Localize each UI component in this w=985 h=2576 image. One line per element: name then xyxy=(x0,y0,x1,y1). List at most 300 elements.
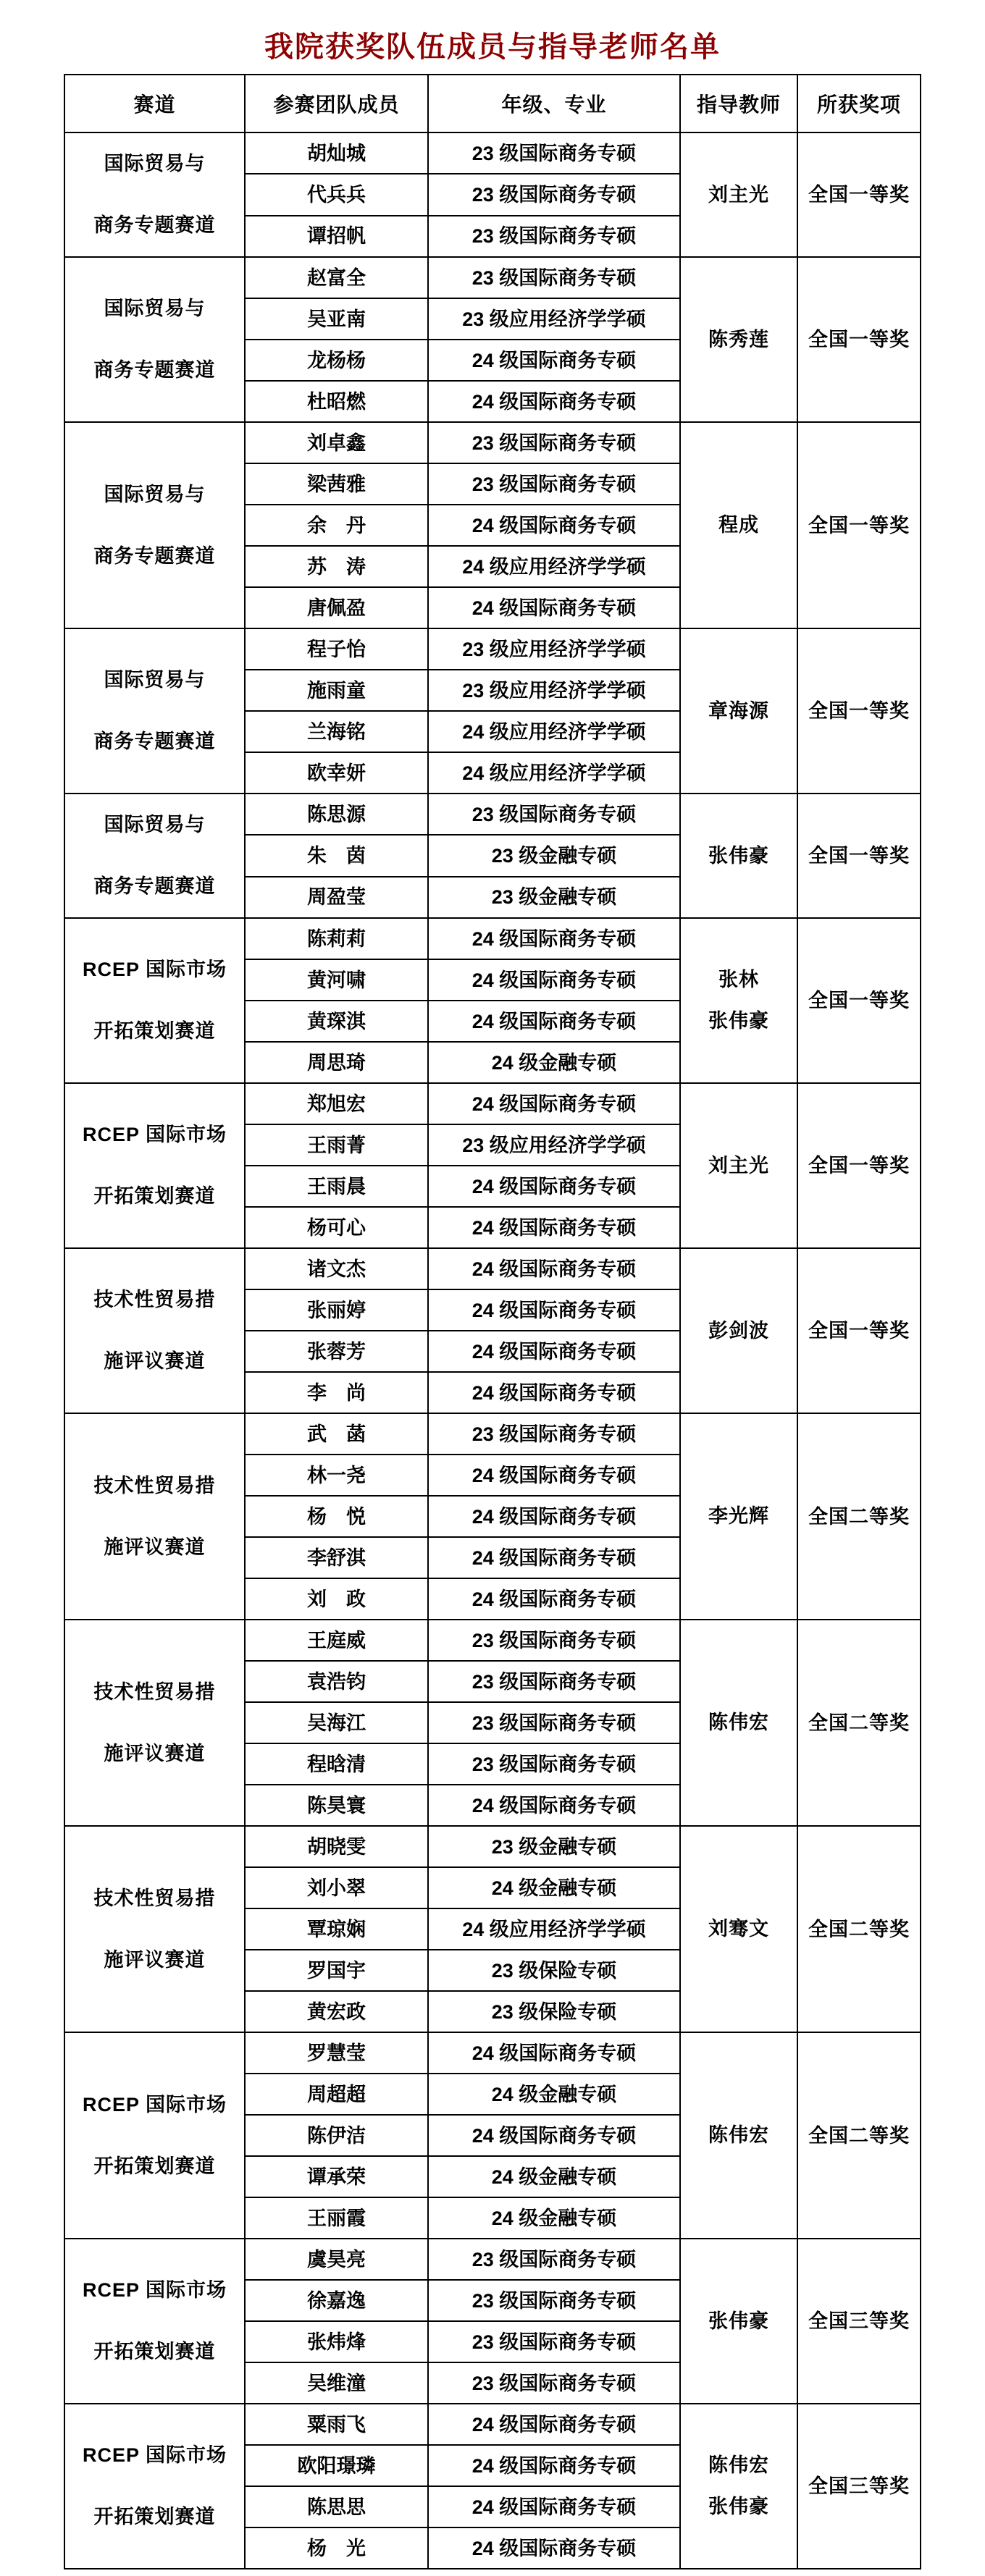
program-cell xyxy=(428,587,680,628)
member-name-cell xyxy=(245,1908,428,1950)
program-cell xyxy=(428,2321,680,2362)
program-cell-text: 24 级国际商务专硕 xyxy=(471,1505,637,1528)
teacher-cell-text: 程成 xyxy=(718,514,759,536)
track-cell-text: 技术性贸易措 xyxy=(93,1680,216,1703)
member-name-cell-text: 虞昊亮 xyxy=(307,2248,366,2270)
member-name-cell xyxy=(245,298,428,340)
program-cell-text: 23 级国际商务专硕 xyxy=(471,142,637,164)
program-cell-text: 24 级国际商务专硕 xyxy=(471,1010,637,1032)
award-cell xyxy=(797,1826,921,2032)
member-name-cell-text: 袁浩钧 xyxy=(307,1670,366,1693)
member-name-cell xyxy=(245,2486,428,2527)
member-name-cell-text: 唐佩盈 xyxy=(307,597,366,619)
teacher-cell xyxy=(680,1248,797,1413)
track-cell xyxy=(64,794,245,918)
program-cell xyxy=(428,2032,680,2074)
program-cell xyxy=(428,1331,680,1372)
program-cell xyxy=(428,670,680,711)
member-name-cell-text: 余 丹 xyxy=(307,514,366,536)
member-name-cell xyxy=(245,1124,428,1166)
member-name-cell-text: 陈思源 xyxy=(307,803,366,825)
program-cell xyxy=(428,1702,680,1743)
teacher-cell-text: 陈秀莲 xyxy=(708,328,769,350)
member-name-cell xyxy=(245,959,428,1001)
member-name-cell xyxy=(245,1042,428,1083)
member-name-cell-text: 王庭威 xyxy=(307,1629,366,1651)
program-cell xyxy=(428,2074,680,2115)
teacher-cell-text: 陈伟宏 xyxy=(708,1712,769,1733)
member-name-cell-text: 胡灿城 xyxy=(307,142,366,164)
member-name-cell-text: 杨可心 xyxy=(307,1216,366,1239)
program-cell xyxy=(428,2197,680,2239)
member-name-cell-text: 粟雨飞 xyxy=(307,2413,366,2436)
program-cell-text: 24 级国际商务专硕 xyxy=(471,1340,637,1363)
member-name-cell xyxy=(245,257,428,298)
program-cell-text: 24 级国际商务专硕 xyxy=(471,2454,637,2477)
program-cell-text: 23 级国际商务专硕 xyxy=(471,183,637,206)
program-cell xyxy=(428,505,680,546)
member-name-cell xyxy=(245,1867,428,1908)
member-name-cell-text: 龙杨杨 xyxy=(307,349,366,371)
program-cell xyxy=(428,1372,680,1413)
track-cell-text: 开拓策划赛道 xyxy=(93,1185,216,1207)
program-cell-text: 24 级国际商务专硕 xyxy=(471,390,637,413)
program-cell-text: 24 级金融专硕 xyxy=(491,1051,617,1074)
track-cell-text: 技术性贸易措 xyxy=(93,1289,216,1310)
program-cell xyxy=(428,2115,680,2156)
teacher-cell xyxy=(680,628,797,794)
program-cell-text: 24 级国际商务专硕 xyxy=(471,1464,637,1486)
track-cell xyxy=(64,1248,245,1413)
program-cell xyxy=(428,1537,680,1578)
teacher-cell-text: 刘主光 xyxy=(708,1154,769,1177)
program-cell xyxy=(428,216,680,257)
track-cell-text: 施评议赛道 xyxy=(104,1948,206,1971)
member-name-cell xyxy=(245,1537,428,1578)
member-name-cell xyxy=(245,1207,428,1248)
track-cell-text: 国际贸易与 xyxy=(104,153,206,174)
table-row xyxy=(64,422,921,463)
member-name-cell xyxy=(245,670,428,711)
program-cell xyxy=(428,2156,680,2197)
award-cell-text: 全国一等奖 xyxy=(808,990,910,1011)
track-cell-text: 开拓策划赛道 xyxy=(93,2155,216,2177)
member-name-cell xyxy=(245,1991,428,2032)
program-cell-text: 23 级金融专硕 xyxy=(491,1835,617,1858)
member-name-cell xyxy=(245,1785,428,1826)
program-cell-text: 24 级国际商务专硕 xyxy=(471,349,637,371)
table-row xyxy=(64,1413,921,1455)
teacher-cell-text: 章海源 xyxy=(708,699,769,722)
program-cell xyxy=(428,463,680,505)
member-name-cell xyxy=(245,2156,428,2197)
program-cell-text: 23 级应用经济学学硕 xyxy=(462,1134,646,1156)
track-cell xyxy=(64,1826,245,2032)
member-name-cell xyxy=(245,132,428,174)
member-name-cell xyxy=(245,1455,428,1496)
award-cell-text: 全国一等奖 xyxy=(808,184,910,206)
member-name-cell-text: 张蓉芳 xyxy=(307,1340,366,1363)
program-cell xyxy=(428,835,680,876)
award-cell xyxy=(797,1413,921,1620)
member-name-cell-text: 周思琦 xyxy=(307,1051,366,1074)
program-cell-text: 24 级金融专硕 xyxy=(491,2207,617,2229)
program-cell-text: 23 级金融专硕 xyxy=(491,886,617,909)
col-header-program: 年级、专业 xyxy=(428,75,680,132)
award-cell-text: 全国二等奖 xyxy=(808,1505,910,1528)
member-name-cell xyxy=(245,174,428,215)
program-cell xyxy=(428,2239,680,2280)
member-name-cell xyxy=(245,2032,428,2074)
award-cell-text: 全国一等奖 xyxy=(808,329,910,350)
member-name-cell-text: 吴维潼 xyxy=(307,2372,366,2394)
track-cell xyxy=(64,422,245,628)
teacher-cell-text: 陈伟宏 xyxy=(708,2454,769,2476)
track-cell-text: 商务专题赛道 xyxy=(93,875,216,897)
program-cell xyxy=(428,959,680,1001)
program-cell xyxy=(428,1248,680,1289)
program-cell xyxy=(428,794,680,835)
track-cell-text: 国际贸易与 xyxy=(104,814,206,835)
program-cell xyxy=(428,1908,680,1950)
award-cell-text: 全国二等奖 xyxy=(808,2124,910,2147)
program-cell xyxy=(428,298,680,340)
award-cell xyxy=(797,132,921,257)
member-name-cell xyxy=(245,587,428,628)
member-name-cell-text: 代兵兵 xyxy=(307,183,366,206)
program-cell-text: 23 级国际商务专硕 xyxy=(471,2372,637,2394)
award-cell xyxy=(797,628,921,794)
table-row xyxy=(64,628,921,670)
program-cell xyxy=(428,1042,680,1083)
teacher-cell xyxy=(680,1413,797,1620)
table-row xyxy=(64,1248,921,1289)
col-header-members: 参赛团队成员 xyxy=(245,75,428,132)
program-cell-text: 24 级国际商务专硕 xyxy=(471,2413,637,2436)
teacher-cell xyxy=(680,2239,797,2404)
member-name-cell-text: 吴海江 xyxy=(307,1712,366,1734)
member-name-cell xyxy=(245,1702,428,1743)
table-row xyxy=(64,2404,921,2445)
award-cell xyxy=(797,1248,921,1413)
program-cell-text: 23 级应用经济学学硕 xyxy=(462,638,646,660)
program-cell-text: 23 级国际商务专硕 xyxy=(471,225,637,248)
program-cell xyxy=(428,2527,680,2569)
program-cell xyxy=(428,1289,680,1331)
member-name-cell-text: 周超超 xyxy=(307,2083,366,2105)
program-cell xyxy=(428,1166,680,1207)
award-cell-text: 全国一等奖 xyxy=(808,700,910,722)
member-name-cell xyxy=(245,2115,428,2156)
member-name-cell xyxy=(245,1083,428,1124)
table-row xyxy=(64,1083,921,1124)
track-cell xyxy=(64,2032,245,2239)
award-cell xyxy=(797,918,921,1083)
award-cell xyxy=(797,1620,921,1826)
program-cell-text: 23 级国际商务专硕 xyxy=(471,266,637,289)
table-row xyxy=(64,257,921,298)
header-row xyxy=(64,75,921,132)
member-name-cell xyxy=(245,918,428,959)
program-cell xyxy=(428,1413,680,1455)
program-cell xyxy=(428,1578,680,1620)
col-header-award: 所获奖项 xyxy=(797,75,921,132)
program-cell-text: 23 级国际商务专硕 xyxy=(471,1423,637,1445)
member-name-cell-text: 欧阳璟璘 xyxy=(297,2454,376,2477)
member-name-cell xyxy=(245,2280,428,2321)
member-name-cell-text: 张炜烽 xyxy=(307,2331,366,2353)
program-cell-text: 23 级国际商务专硕 xyxy=(471,2289,637,2312)
program-cell-text: 23 级应用经济学学硕 xyxy=(462,679,646,702)
member-name-cell xyxy=(245,711,428,752)
teacher-cell xyxy=(680,794,797,918)
program-cell-text: 24 级应用经济学学硕 xyxy=(462,555,646,578)
program-cell-text: 24 级金融专硕 xyxy=(491,2165,617,2188)
member-name-cell-text: 罗国宇 xyxy=(307,1959,366,1982)
member-name-cell xyxy=(245,794,428,835)
program-cell-text: 24 级国际商务专硕 xyxy=(471,2124,637,2147)
track-cell xyxy=(64,2404,245,2569)
member-name-cell-text: 徐嘉逸 xyxy=(307,2289,366,2312)
member-name-cell xyxy=(245,2445,428,2486)
table-row xyxy=(64,918,921,959)
program-cell-text: 24 级应用经济学学硕 xyxy=(462,720,646,743)
table-row xyxy=(64,132,921,174)
member-name-cell-text: 吴亚南 xyxy=(307,308,366,330)
awards-table xyxy=(64,74,921,2569)
teacher-cell-text: 刘主光 xyxy=(708,183,769,206)
member-name-cell-text: 刘小翠 xyxy=(307,1877,366,1899)
award-cell xyxy=(797,422,921,628)
col-header-track: 赛道 xyxy=(64,75,245,132)
member-name-cell-text: 谭承荣 xyxy=(307,2165,366,2188)
program-cell-text: 24 级金融专硕 xyxy=(491,2083,617,2105)
table-row xyxy=(64,794,921,835)
member-name-cell xyxy=(245,1496,428,1537)
program-cell xyxy=(428,1083,680,1124)
teacher-cell xyxy=(680,2032,797,2239)
member-name-cell xyxy=(245,835,428,876)
program-cell-text: 23 级保险专硕 xyxy=(491,2000,617,2023)
member-name-cell xyxy=(245,1166,428,1207)
program-cell-text: 24 级国际商务专硕 xyxy=(471,2496,637,2518)
member-name-cell-text: 周盈莹 xyxy=(307,886,366,909)
program-cell-text: 24 级国际商务专硕 xyxy=(471,1794,637,1817)
program-cell xyxy=(428,711,680,752)
track-cell xyxy=(64,918,245,1083)
program-cell xyxy=(428,174,680,215)
award-cell-text: 全国一等奖 xyxy=(808,1155,910,1177)
program-cell-text: 24 级金融专硕 xyxy=(491,1877,617,1899)
member-name-cell-text: 覃琼娴 xyxy=(307,1918,366,1940)
teacher-cell xyxy=(680,1083,797,1248)
track-cell-text: 施评议赛道 xyxy=(104,1742,206,1764)
teacher-cell xyxy=(680,1826,797,2032)
program-cell xyxy=(428,1867,680,1908)
teacher-cell-text: 张伟豪 xyxy=(708,844,769,867)
member-name-cell-text: 黄宏政 xyxy=(307,2000,366,2023)
table-row xyxy=(64,2032,921,2074)
program-cell xyxy=(428,1991,680,2032)
program-cell-text: 23 级国际商务专硕 xyxy=(471,1629,637,1651)
program-cell-text: 23 级金融专硕 xyxy=(491,844,617,867)
program-cell-text: 23 级国际商务专硕 xyxy=(471,1753,637,1775)
track-cell-text: RCEP 国际市场 xyxy=(82,959,227,980)
program-cell-text: 23 级国际商务专硕 xyxy=(471,432,637,454)
program-cell-text: 24 级国际商务专硕 xyxy=(471,1381,637,1404)
program-cell xyxy=(428,1620,680,1661)
member-name-cell-text: 武 菡 xyxy=(307,1423,366,1445)
track-cell-text: 开拓策划赛道 xyxy=(93,2341,216,2362)
table-header xyxy=(64,75,921,132)
member-name-cell-text: 梁茜雅 xyxy=(307,473,366,495)
member-name-cell xyxy=(245,1661,428,1702)
table-row xyxy=(64,2239,921,2280)
program-cell xyxy=(428,1455,680,1496)
program-cell-text: 24 级应用经济学学硕 xyxy=(462,1918,646,1940)
member-name-cell-text: 杜昭燃 xyxy=(307,390,366,413)
member-name-cell-text: 苏 涛 xyxy=(307,555,366,578)
member-name-cell-text: 王丽霞 xyxy=(307,2207,366,2229)
member-name-cell xyxy=(245,422,428,463)
program-cell xyxy=(428,1950,680,1991)
award-cell xyxy=(797,794,921,918)
program-cell-text: 24 级国际商务专硕 xyxy=(471,1093,637,1115)
teacher-cell-text: 刘骞文 xyxy=(708,1918,769,1940)
program-cell xyxy=(428,628,680,670)
program-cell-text: 24 级应用经济学学硕 xyxy=(462,762,646,784)
member-name-cell-text: 黄河啸 xyxy=(307,969,366,991)
member-name-cell-text: 王雨菁 xyxy=(307,1134,366,1156)
program-cell-text: 23 级国际商务专硕 xyxy=(471,2248,637,2270)
program-cell xyxy=(428,132,680,174)
member-name-cell-text: 王雨晨 xyxy=(307,1175,366,1197)
award-cell-text: 全国一等奖 xyxy=(808,845,910,867)
track-cell-text: 施评议赛道 xyxy=(104,1536,206,1558)
member-name-cell-text: 刘卓鑫 xyxy=(307,432,366,454)
award-cell-text: 全国三等奖 xyxy=(808,2475,910,2497)
member-name-cell-text: 朱 茵 xyxy=(307,844,366,867)
program-cell-text: 23 级国际商务专硕 xyxy=(471,1670,637,1693)
track-cell-text: 国际贸易与 xyxy=(104,669,206,691)
member-name-cell-text: 赵富全 xyxy=(307,266,366,289)
track-cell-text: RCEP 国际市场 xyxy=(82,1124,227,1145)
program-cell xyxy=(428,877,680,918)
teacher-cell xyxy=(680,1620,797,1826)
teacher-cell xyxy=(680,2404,797,2569)
program-cell xyxy=(428,546,680,587)
track-cell xyxy=(64,628,245,794)
track-cell-text: 开拓策划赛道 xyxy=(93,1020,216,1042)
teacher-cell-text: 张伟豪 xyxy=(708,2496,769,2517)
member-name-cell-text: 兰海铭 xyxy=(307,720,366,743)
award-cell xyxy=(797,2239,921,2404)
program-cell xyxy=(428,1743,680,1785)
program-cell xyxy=(428,2362,680,2404)
teacher-cell-text: 张林 xyxy=(718,969,759,990)
program-cell-text: 24 级国际商务专硕 xyxy=(471,1175,637,1197)
program-cell xyxy=(428,381,680,422)
program-cell-text: 23 级保险专硕 xyxy=(491,1959,617,1982)
award-cell-text: 全国二等奖 xyxy=(808,1918,910,1940)
program-cell xyxy=(428,2280,680,2321)
track-cell-text: 施评议赛道 xyxy=(104,1350,206,1372)
teacher-cell xyxy=(680,422,797,628)
program-cell xyxy=(428,422,680,463)
member-name-cell-text: 杨 光 xyxy=(307,2537,366,2559)
program-cell-text: 24 级国际商务专硕 xyxy=(471,514,637,536)
member-name-cell-text: 陈莉莉 xyxy=(307,927,366,950)
member-name-cell-text: 欧幸妍 xyxy=(307,762,366,784)
track-cell-text: 国际贸易与 xyxy=(104,483,206,505)
member-name-cell-text: 诸文杰 xyxy=(307,1258,366,1280)
program-cell-text: 24 级国际商务专硕 xyxy=(471,1216,637,1239)
track-cell-text: 商务专题赛道 xyxy=(93,544,216,567)
member-name-cell xyxy=(245,2321,428,2362)
program-cell xyxy=(428,1207,680,1248)
track-cell xyxy=(64,2239,245,2404)
member-name-cell xyxy=(245,1331,428,1372)
member-name-cell-text: 张丽婷 xyxy=(307,1299,366,1321)
member-name-cell-text: 罗慧莹 xyxy=(307,2042,366,2064)
member-name-cell xyxy=(245,1620,428,1661)
member-name-cell-text: 程晗清 xyxy=(307,1753,366,1775)
member-name-cell xyxy=(245,2239,428,2280)
teacher-cell-text: 彭剑波 xyxy=(708,1319,769,1342)
program-cell xyxy=(428,257,680,298)
member-name-cell xyxy=(245,877,428,918)
program-cell xyxy=(428,1001,680,1042)
teacher-cell xyxy=(680,918,797,1083)
program-cell xyxy=(428,1496,680,1537)
teacher-cell xyxy=(680,257,797,422)
table-body xyxy=(64,132,921,2569)
track-cell xyxy=(64,257,245,422)
award-cell xyxy=(797,257,921,422)
program-cell-text: 23 级国际商务专硕 xyxy=(471,803,637,825)
track-cell-text: 技术性贸易措 xyxy=(93,1474,216,1497)
member-name-cell-text: 陈伊洁 xyxy=(307,2124,366,2147)
program-cell xyxy=(428,1124,680,1166)
table-row xyxy=(64,1620,921,1661)
member-name-cell-text: 刘 政 xyxy=(307,1588,366,1610)
member-name-cell xyxy=(245,1826,428,1867)
member-name-cell-text: 陈思思 xyxy=(307,2496,366,2518)
program-cell xyxy=(428,918,680,959)
member-name-cell xyxy=(245,2197,428,2239)
member-name-cell-text: 郑旭宏 xyxy=(307,1093,366,1115)
program-cell-text: 24 级国际商务专硕 xyxy=(471,2537,637,2559)
program-cell-text: 24 级国际商务专硕 xyxy=(471,1258,637,1280)
teacher-cell-text: 李光辉 xyxy=(708,1505,769,1527)
track-cell-text: RCEP 国际市场 xyxy=(82,2444,227,2466)
program-cell-text: 24 级国际商务专硕 xyxy=(471,1546,637,1569)
program-cell-text: 24 级国际商务专硕 xyxy=(471,927,637,950)
award-cell xyxy=(797,2032,921,2239)
track-cell xyxy=(64,1620,245,1826)
member-name-cell-text: 程子怡 xyxy=(307,638,366,660)
track-cell-text: 商务专题赛道 xyxy=(93,359,216,381)
program-cell xyxy=(428,2445,680,2486)
member-name-cell-text: 胡晓雯 xyxy=(307,1835,366,1858)
program-cell xyxy=(428,2404,680,2445)
teacher-cell xyxy=(680,132,797,257)
member-name-cell xyxy=(245,1248,428,1289)
award-cell xyxy=(797,1083,921,1248)
track-cell xyxy=(64,132,245,257)
member-name-cell xyxy=(245,463,428,505)
member-name-cell xyxy=(245,628,428,670)
